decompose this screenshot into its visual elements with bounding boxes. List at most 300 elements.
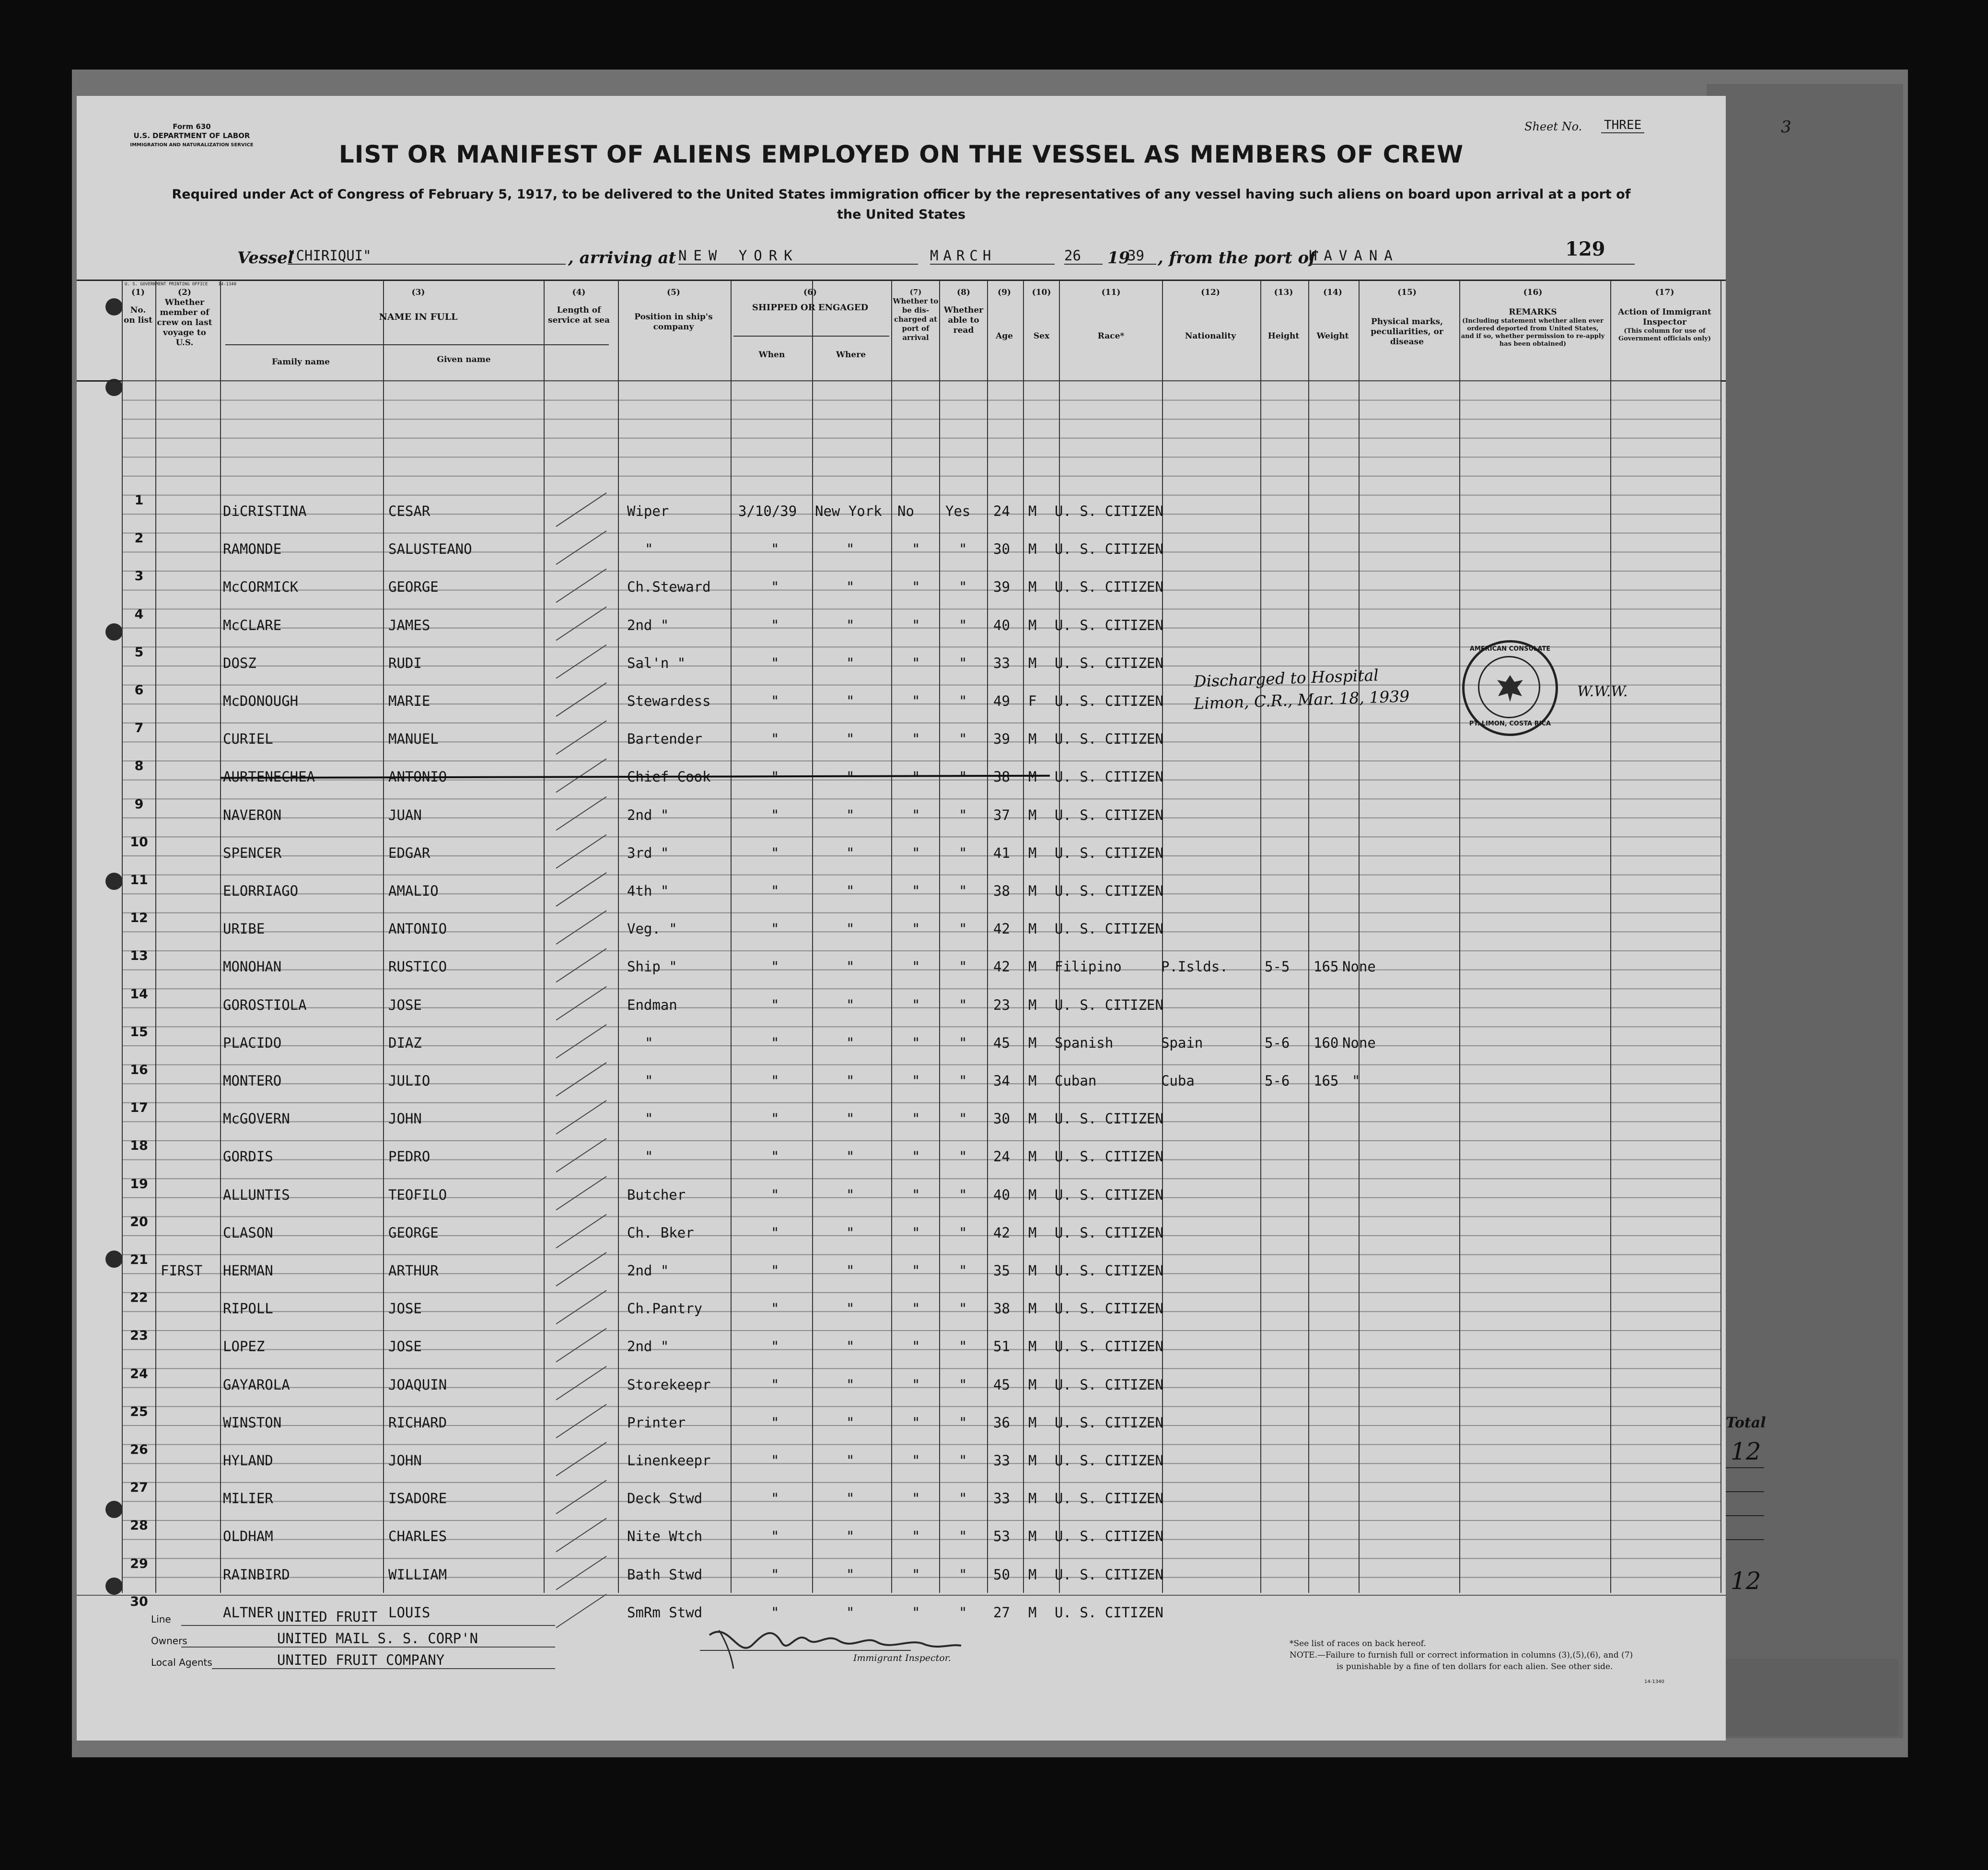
discharged-cell: " (912, 1148, 920, 1165)
family-name-cell: McGOVERN (223, 1110, 290, 1127)
margin-mark: 3 (1781, 117, 1791, 137)
given-name-cell: RUSTICO (388, 958, 447, 975)
physical-marks-cell: None (1342, 1034, 1376, 1051)
family-name-cell: HYLAND (223, 1452, 273, 1469)
family-name-cell: MONTERO (223, 1073, 282, 1089)
race-cell: U. S. CITIZEN (1055, 1262, 1163, 1279)
race-cell: U. S. CITIZEN (1055, 1300, 1163, 1317)
family-name-cell: ALTNER (223, 1604, 273, 1621)
family-name-cell: MILIER (223, 1490, 273, 1507)
shipped-where-cell: " (846, 1224, 855, 1241)
given-name-cell: MANUEL (388, 731, 439, 748)
sex-cell: M (1028, 1414, 1037, 1431)
able-to-read-cell: " (959, 1148, 967, 1165)
shipped-when-cell: " (771, 1262, 779, 1279)
able-to-read-cell: " (959, 541, 967, 558)
race-cell: U. S. CITIZEN (1055, 654, 1163, 671)
given-name-cell: JOSE (388, 996, 422, 1013)
discharged-cell: " (912, 1452, 920, 1469)
vessel-label: Vessel (237, 248, 294, 268)
total-rule (1726, 1515, 1764, 1516)
position-cell: Wiper (627, 503, 669, 519)
row-number: 6 (134, 683, 144, 698)
shipped-when-cell: " (771, 617, 779, 633)
shipped-when-cell: " (771, 1110, 779, 1127)
shipped-when-cell: " (771, 1224, 779, 1241)
discharged-cell: " (912, 654, 920, 671)
position-cell: Endman (627, 996, 677, 1013)
discharged-cell: " (912, 1414, 920, 1431)
given-name-cell: JOHN (388, 1452, 422, 1469)
family-name-cell: RIPOLL (223, 1300, 273, 1317)
nationality-cell: Spain (1161, 1034, 1203, 1051)
penalty-note-continued: is punishable by a fine of ten dollars for each alien. See other side. (1337, 1662, 1613, 1671)
able-to-read-cell: " (959, 1414, 967, 1431)
shipped-where-cell: " (846, 617, 855, 633)
race-cell: U. S. CITIZEN (1055, 1452, 1163, 1469)
col-header-last-voyage: (2) Whether member of crew on last voyage to U.S. (157, 288, 212, 348)
shipped-where-cell: " (846, 1300, 855, 1317)
given-name-cell: JOHN (388, 1110, 422, 1127)
age-cell: 24 (993, 1148, 1010, 1165)
row-number: 7 (134, 721, 144, 736)
row-number: 10 (130, 834, 148, 850)
sex-cell: M (1028, 1338, 1037, 1355)
table-row (77, 1556, 1726, 1584)
family-name-cell: RAINBIRD (223, 1566, 290, 1583)
sex-cell: M (1028, 1073, 1037, 1089)
age-cell: 42 (993, 921, 1010, 937)
table-row (77, 759, 1726, 786)
position-cell: Ch.Pantry (627, 1300, 703, 1317)
arrival-port: NEW YORK (678, 247, 918, 265)
given-name-cell: ANTONIO (388, 769, 447, 785)
race-cell: U. S. CITIZEN (1055, 1528, 1163, 1545)
given-name-cell: GEORGE (388, 1224, 439, 1241)
shipped-when-cell: " (771, 1566, 779, 1583)
weight-cell: 165 (1314, 1073, 1339, 1089)
row-number: 11 (130, 873, 148, 888)
vessel-name: "CHIRIQUI" (288, 247, 566, 265)
age-cell: 33 (993, 1452, 1010, 1469)
shipped-where-cell: " (846, 1376, 855, 1393)
shipped-when-cell: " (771, 579, 779, 596)
able-to-read-cell: " (959, 617, 967, 633)
discharged-cell: " (912, 844, 920, 861)
shipped-where-cell: " (846, 1262, 855, 1279)
able-to-read-cell: " (959, 1604, 967, 1621)
owners-value: UNITED MAIL S. S. CORP'N (181, 1630, 555, 1648)
sex-cell: M (1028, 654, 1037, 671)
total-value-repeat: 12 (1731, 1567, 1761, 1595)
family-name-cell: DOSZ (223, 654, 256, 671)
race-cell: U. S. CITIZEN (1055, 1376, 1163, 1393)
shipped-when-cell: " (771, 654, 779, 671)
able-to-read-cell: " (959, 958, 967, 975)
row-number: 21 (130, 1252, 148, 1267)
name-divider (225, 344, 609, 345)
sex-cell: M (1028, 1300, 1037, 1317)
given-name-cell: GEORGE (388, 579, 439, 596)
able-to-read-cell: " (959, 844, 967, 861)
inspector-initials: W.W.W. (1577, 683, 1628, 700)
table-row (77, 1063, 1726, 1090)
shipped-where-cell: " (846, 541, 855, 558)
department-name: U.S. DEPARTMENT OF LABOR (133, 131, 250, 140)
sex-cell: M (1028, 731, 1037, 748)
shipped-when-cell: " (771, 844, 779, 861)
discharged-cell: " (912, 1300, 920, 1317)
shipped-where-cell: " (846, 769, 855, 785)
given-name-cell: JAMES (388, 617, 430, 633)
age-cell: 42 (993, 958, 1010, 975)
row-number: 15 (130, 1024, 148, 1040)
position-cell: " (645, 541, 653, 558)
col-header-where: Where (836, 350, 866, 360)
table-row (77, 1290, 1726, 1318)
shipped-when-cell: " (771, 806, 779, 823)
given-name-cell: JOAQUIN (388, 1376, 447, 1393)
family-name-cell: McDONOUGH (223, 693, 299, 709)
discharged-cell: No (897, 503, 914, 519)
position-cell: Nite Wtch (627, 1528, 703, 1545)
table-row (77, 911, 1726, 938)
table-row (77, 948, 1726, 976)
discharged-cell: " (912, 1224, 920, 1241)
stamp-text-top: AMERICAN CONSULATE (1469, 645, 1551, 653)
family-name-cell: NAVERON (223, 806, 282, 823)
total-rule (1726, 1467, 1764, 1468)
shipped-when-cell: 3/10/39 (738, 503, 797, 519)
able-to-read-cell: " (959, 1376, 967, 1393)
row-number: 16 (130, 1063, 148, 1077)
sex-cell: M (1028, 503, 1037, 519)
sex-cell: M (1028, 1376, 1037, 1393)
age-cell: 42 (993, 1224, 1010, 1241)
table-row (77, 607, 1726, 635)
form-number: Form 630 (173, 122, 211, 131)
able-to-read-cell: " (959, 1528, 967, 1545)
departure-port: HAVANA (1309, 247, 1635, 265)
table-row (77, 1138, 1726, 1166)
shipped-where-cell: " (846, 1566, 855, 1583)
row-number: 22 (130, 1290, 148, 1306)
age-cell: 38 (993, 883, 1010, 899)
given-name-cell: JUAN (388, 806, 422, 823)
sex-cell: M (1028, 1490, 1037, 1507)
family-name-cell: GAYAROLA (223, 1376, 290, 1393)
page-title: LIST OR MANIFEST OF ALIENS EMPLOYED ON THE VESSEL AS MEMBERS OF CREW (338, 140, 1464, 168)
age-cell: 27 (993, 1604, 1010, 1621)
sex-cell: M (1028, 1224, 1037, 1241)
discharged-cell: " (912, 883, 920, 899)
shipped-when-cell: " (771, 693, 779, 709)
table-row (77, 493, 1726, 521)
table-row (77, 1404, 1726, 1432)
family-name-cell: ELORRIAGO (223, 883, 299, 899)
family-name-cell: PLACIDO (223, 1034, 282, 1051)
race-cell: Cuban (1055, 1073, 1097, 1089)
discharged-cell: " (912, 806, 920, 823)
discharged-cell: " (912, 1034, 920, 1051)
row-number: 4 (134, 607, 144, 622)
row-number: 29 (130, 1556, 148, 1571)
given-name-cell: LOUIS (388, 1604, 430, 1621)
race-cell: U. S. CITIZEN (1055, 1186, 1163, 1203)
family-name-cell: McCLARE (223, 617, 282, 633)
discharged-cell: " (912, 996, 920, 1013)
arriving-label: , arriving at (568, 248, 676, 268)
service-name: IMMIGRATION AND NATURALIZATION SERVICE (130, 142, 254, 148)
shipped-when-cell: " (771, 769, 779, 785)
race-cell: U. S. CITIZEN (1055, 883, 1163, 899)
sex-cell: M (1028, 617, 1037, 633)
family-name-cell: CURIEL (223, 731, 273, 748)
given-name-cell: EDGAR (388, 844, 430, 861)
position-cell: 4th " (627, 883, 669, 899)
sex-cell: F (1028, 693, 1037, 709)
table-row (77, 986, 1726, 1015)
position-cell: Deck Stwd (627, 1490, 703, 1507)
penalty-note: NOTE.—Failure to furnish full or correct information in columns (3),(5),(6), and (7) (1290, 1650, 1633, 1660)
table-row (77, 1252, 1726, 1280)
row-number: 9 (134, 796, 144, 812)
age-cell: 23 (993, 996, 1010, 1013)
shipped-where-cell: " (846, 731, 855, 748)
shipped-where-cell: " (846, 1073, 855, 1089)
shipped-where-cell: New York (815, 503, 882, 519)
shipped-when-cell: " (771, 1034, 779, 1051)
age-cell: 40 (993, 617, 1010, 633)
race-cell: Spanish (1055, 1034, 1114, 1051)
race-cell: U. S. CITIZEN (1055, 996, 1163, 1013)
age-cell: 38 (993, 769, 1010, 785)
able-to-read-cell: " (959, 579, 967, 596)
sex-cell: M (1028, 1528, 1037, 1545)
shipped-where-cell: " (846, 693, 855, 709)
shipped-where-cell: " (846, 654, 855, 671)
race-cell: U. S. CITIZEN (1055, 921, 1163, 937)
given-name-cell: ARTHUR (388, 1262, 439, 1279)
row-number: 24 (130, 1366, 148, 1381)
age-cell: 36 (993, 1414, 1010, 1431)
shipped-when-cell: " (771, 1338, 779, 1355)
col-header-height: (13) Height (1267, 288, 1300, 341)
position-cell: 2nd " (627, 1262, 669, 1279)
physical-marks-cell: " (1352, 1073, 1360, 1089)
table-row (77, 1100, 1726, 1128)
discharged-cell: " (912, 541, 920, 558)
race-cell: U. S. CITIZEN (1055, 1148, 1163, 1165)
able-to-read-cell: " (959, 806, 967, 823)
col-header-race: (11) Race* (1097, 288, 1125, 341)
age-cell: 37 (993, 806, 1010, 823)
sex-cell: M (1028, 958, 1037, 975)
age-cell: 40 (993, 1186, 1010, 1203)
age-cell: 39 (993, 731, 1010, 748)
shipped-when-cell: " (771, 1376, 779, 1393)
table-row (77, 1176, 1726, 1204)
position-cell: Bartender (627, 731, 703, 748)
able-to-read-cell: " (959, 921, 967, 937)
given-name-cell: JOSE (388, 1338, 422, 1355)
family-name-cell: HERMAN (223, 1262, 273, 1279)
age-cell: 45 (993, 1034, 1010, 1051)
age-cell: 30 (993, 1110, 1010, 1127)
able-to-read-cell: " (959, 1034, 967, 1051)
col-header-physical: (15) Physical marks, peculiarities, or disease (1371, 288, 1443, 347)
given-name-cell: RICHARD (388, 1414, 447, 1431)
row-number: 17 (130, 1100, 148, 1116)
col-header-remarks: (16) REMARKS (Including statement whether alien ever ordered deported from United States, and if so, whether permission to re-apply has been obtained) (1461, 288, 1605, 348)
nationality-cell: P.Islds. (1161, 958, 1228, 975)
shipped-when-cell: " (771, 958, 779, 975)
age-cell: 39 (993, 579, 1010, 596)
col-header-service: (4) Length of service at sea (548, 288, 610, 325)
position-cell: Linenkeepr (627, 1452, 711, 1469)
page-number: 129 (1565, 238, 1605, 260)
able-to-read-cell: " (959, 654, 967, 671)
shipped-divider (733, 336, 889, 337)
position-cell: Veg. " (627, 921, 677, 937)
able-to-read-cell: " (959, 1338, 967, 1355)
shipped-where-cell: " (846, 958, 855, 975)
shipped-where-cell: " (846, 1148, 855, 1165)
age-cell: 33 (993, 1490, 1010, 1507)
discharged-cell: " (912, 1604, 920, 1621)
sex-cell: M (1028, 1566, 1037, 1583)
inspector-label: Immigrant Inspector. (853, 1653, 951, 1663)
age-cell: 49 (993, 693, 1010, 709)
shipped-where-cell: " (846, 579, 855, 596)
sheet-number: THREE (1601, 118, 1644, 133)
weight-cell: 160 (1314, 1034, 1339, 1051)
shipped-where-cell: " (846, 1110, 855, 1127)
race-cell: U. S. CITIZEN (1055, 1414, 1163, 1431)
shipped-when-cell: " (771, 1528, 779, 1545)
able-to-read-cell: " (959, 883, 967, 899)
shipped-where-cell: " (846, 844, 855, 861)
shipped-when-cell: " (771, 996, 779, 1013)
given-name-cell: JOSE (388, 1300, 422, 1317)
shipped-when-cell: " (771, 541, 779, 558)
owners-label: Owners (151, 1635, 187, 1647)
family-name-cell: DiCRISTINA (223, 503, 307, 519)
sex-cell: M (1028, 883, 1037, 899)
row-number: 14 (130, 986, 148, 1002)
shipped-where-cell: " (846, 806, 855, 823)
col-header-family-name: Family name (271, 357, 330, 367)
able-to-read-cell: " (959, 1262, 967, 1279)
table-row (77, 834, 1726, 863)
shipped-when-cell: " (771, 1452, 779, 1469)
table-row (77, 569, 1726, 596)
race-cell: U. S. CITIZEN (1055, 617, 1163, 633)
nationality-cell: Cuba (1161, 1073, 1195, 1089)
stamp-text-bottom: PT. LIMON, COSTA RICA (1469, 720, 1551, 727)
family-name-cell: OLDHAM (223, 1528, 273, 1545)
sex-cell: M (1028, 996, 1037, 1013)
total-rule (1726, 1491, 1764, 1492)
discharged-cell: " (912, 1376, 920, 1393)
physical-marks-cell: None (1342, 958, 1376, 975)
race-cell: U. S. CITIZEN (1055, 731, 1163, 748)
position-cell: Stewardess (627, 693, 711, 709)
family-name-cell: McCORMICK (223, 579, 299, 596)
sex-cell: M (1028, 1148, 1037, 1165)
able-to-read-cell: " (959, 1490, 967, 1507)
shipped-where-cell: " (846, 1034, 855, 1051)
able-to-read-cell: " (959, 769, 967, 785)
race-cell: U. S. CITIZEN (1055, 1604, 1163, 1621)
table-row (77, 531, 1726, 559)
family-name-cell: AURTENECHEA (223, 769, 315, 785)
row-number: 12 (130, 911, 148, 926)
sex-cell: M (1028, 1262, 1037, 1279)
discharged-cell: " (912, 579, 920, 596)
race-cell: U. S. CITIZEN (1055, 579, 1163, 596)
position-cell: Ship " (627, 958, 677, 975)
shipped-when-cell: " (771, 1490, 779, 1507)
family-name-cell: GOROSTIOLA (223, 996, 307, 1013)
family-name-cell: CLASON (223, 1224, 273, 1241)
sex-cell: M (1028, 1452, 1037, 1469)
consulate-stamp (1462, 640, 1558, 736)
age-cell: 24 (993, 503, 1010, 519)
races-note: *See list of races on back hereof. (1290, 1639, 1426, 1648)
given-name-cell: WILLIAM (388, 1566, 447, 1583)
sex-cell: M (1028, 806, 1037, 823)
race-cell: U. S. CITIZEN (1055, 806, 1163, 823)
row-number: 5 (134, 644, 144, 660)
table-row (77, 1480, 1726, 1508)
height-cell: 5-6 (1265, 1034, 1290, 1051)
able-to-read-cell: " (959, 1186, 967, 1203)
race-cell: U. S. CITIZEN (1055, 503, 1163, 519)
shipped-where-cell: " (846, 1186, 855, 1203)
row-number: 3 (134, 569, 144, 584)
age-cell: 53 (993, 1528, 1010, 1545)
shipped-when-cell: " (771, 1073, 779, 1089)
sex-cell: M (1028, 844, 1037, 861)
shipped-when-cell: " (771, 1414, 779, 1431)
able-to-read-cell: " (959, 1073, 967, 1089)
race-cell: U. S. CITIZEN (1055, 1490, 1163, 1507)
race-cell: U. S. CITIZEN (1055, 769, 1163, 785)
col-header-read: (8) Whether able to read (943, 288, 984, 335)
col-header-name: (3) NAME IN FULL (379, 288, 458, 322)
position-cell: Butcher (627, 1186, 686, 1203)
sex-cell: M (1028, 541, 1037, 558)
position-cell: Bath Stwd (627, 1566, 703, 1583)
col-header-when: When (758, 350, 785, 360)
sex-cell: M (1028, 1186, 1037, 1203)
able-to-read-cell: " (959, 1452, 967, 1469)
col-header-age: (9) Age (996, 288, 1013, 341)
discharged-cell: " (912, 958, 920, 975)
given-name-cell: JULIO (388, 1073, 430, 1089)
discharged-cell: " (912, 921, 920, 937)
position-cell: 3rd " (627, 844, 669, 861)
age-cell: 35 (993, 1262, 1010, 1279)
position-cell: Sal'n " (627, 654, 686, 671)
arrival-month: MARCH (930, 247, 1055, 265)
shipped-where-cell: " (846, 1528, 855, 1545)
discharged-cell: " (912, 1490, 920, 1507)
footer-rule (77, 1595, 1726, 1596)
family-name-cell: LOPEZ (223, 1338, 265, 1355)
position-cell: Ch. Bker (627, 1224, 694, 1241)
